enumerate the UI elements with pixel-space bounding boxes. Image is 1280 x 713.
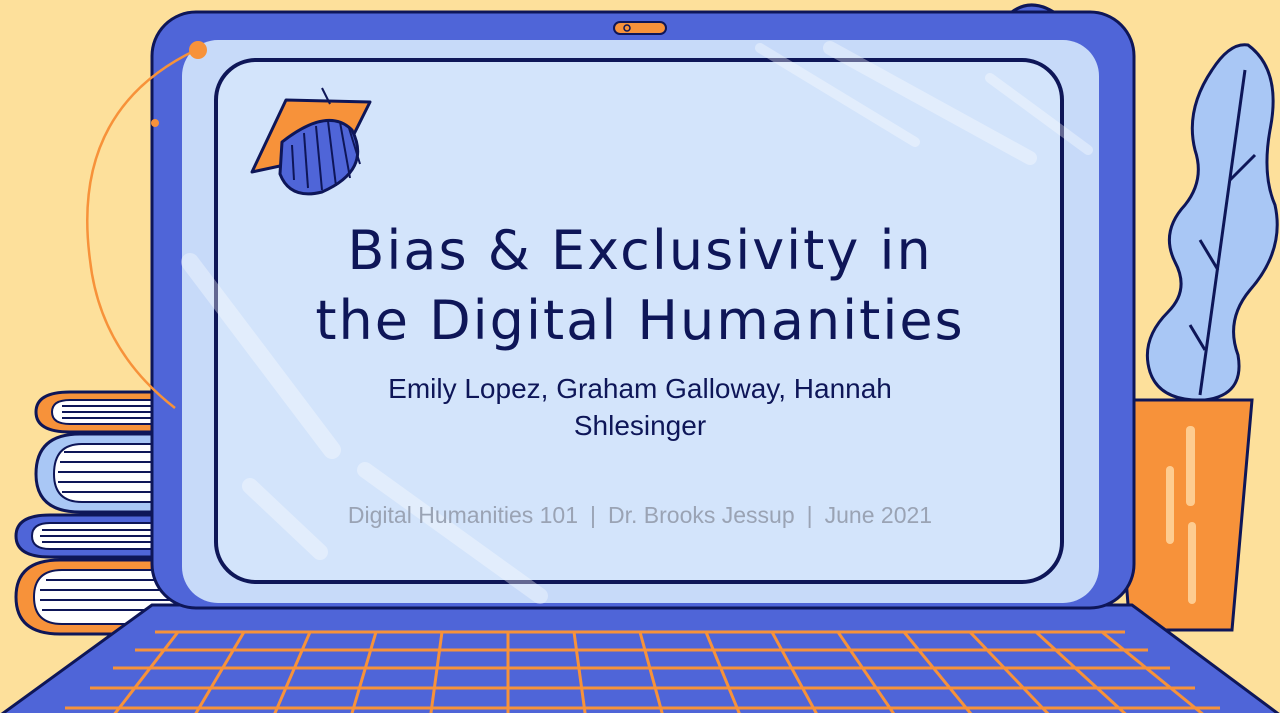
footer-separator: | (590, 502, 597, 528)
authors-line-2: Shlesinger (573, 410, 707, 441)
authors-line-1: Emily Lopez, Graham Galloway, Hannah (388, 373, 892, 404)
slide-authors (330, 370, 950, 444)
title-line-1: Bias & Exclusivity in (347, 219, 933, 282)
footer-date: June 2021 (824, 502, 933, 528)
footer-course: Digital Humanities 101 (347, 502, 579, 528)
slide-title (240, 216, 1040, 356)
slide-footer (240, 502, 1040, 529)
footer-instructor: Dr. Brooks Jessup (608, 502, 795, 528)
title-line-2: the Digital Humanities (315, 289, 965, 352)
footer-separator: | (806, 502, 813, 528)
